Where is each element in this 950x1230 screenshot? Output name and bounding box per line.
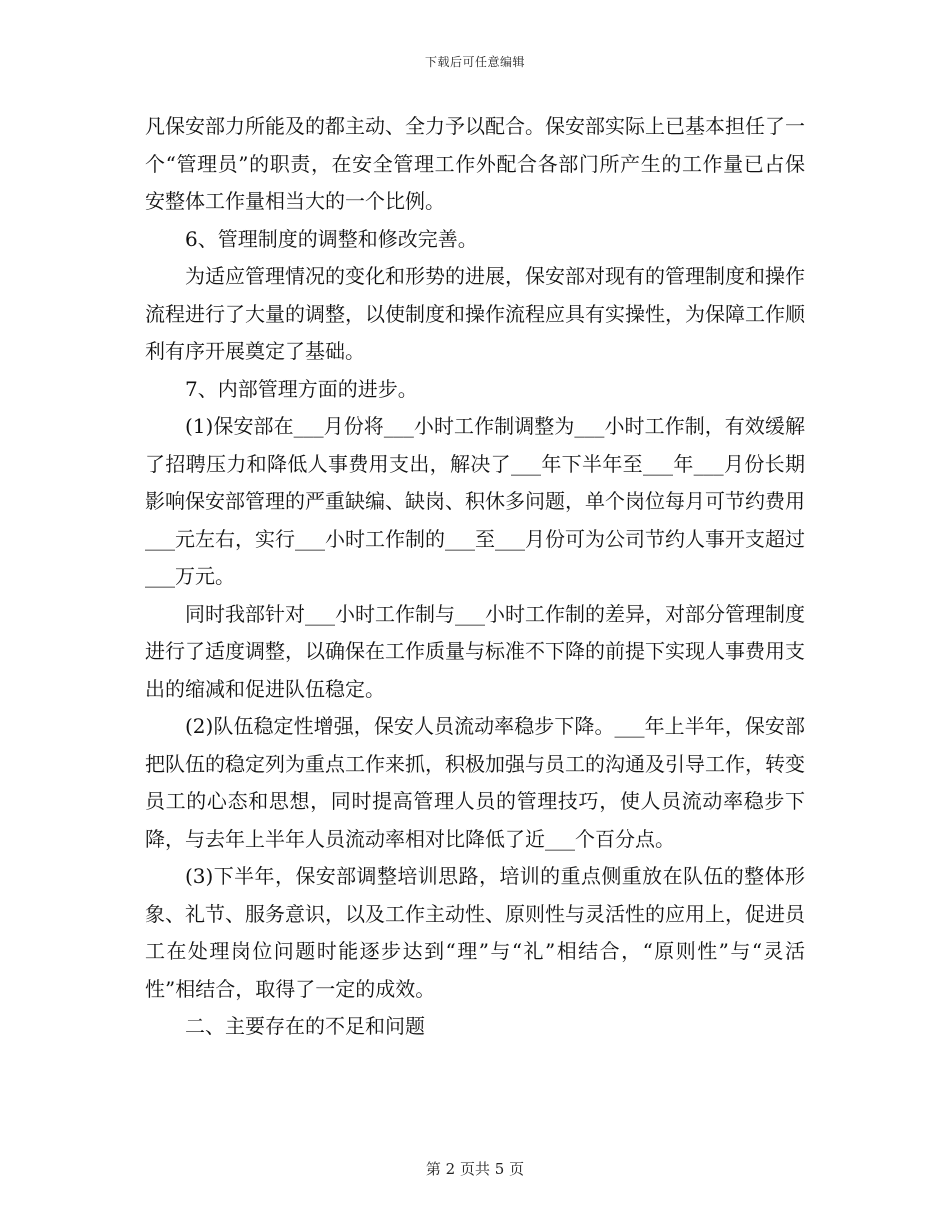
- paragraph-item-3: (3)下半年，保安部调整培训思路，培训的重点侧重放在队伍的整体形象、礼节、服务意识，以及工作主动性、原则性与灵活性的应用上，促进员工在处理岗位问题时能逐步达到“理”与“礼”相结合，“原则性”与“灵活性”相结合，取得了一定的成效。: [145, 864, 805, 1001]
- section-heading-7: 7、内部管理方面的进步。: [185, 376, 418, 401]
- page-footer: 第 2 页共 5 页: [425, 1160, 525, 1178]
- paragraph-item-2: (2)队伍稳定性增强，保安人员流动率稳步下降。___年上半年，保安部把队伍的稳定列为重点工作来抓，积极加强与员工的沟通及引导工作，转变员工的心态和思想，同时提高管理人员的管理技巧，使人员流动率稳步下降，与去年上半年人员流动率相对比降低了近___个百分点。: [145, 714, 805, 851]
- paragraph-item-1: (1)保安部在___月份将___小时工作制调整为___小时工作制，有效缓解了招聘压力和降低人事费用支出，解决了___年下半年至___年___月份长期影响保安部管理的严重缺编、缺岗、积休多问题，单个岗位每月可节约费用___元左右，实行___小时工作制的___至___月份可为公司节约人事开支超过___万元。: [145, 414, 805, 588]
- section-heading-2: 二、主要存在的不足和问题: [185, 1014, 425, 1038]
- paragraph-management-system: 为适应管理情况的变化和形势的进展，保安部对现有的管理制度和操作流程进行了大量的调整，以使制度和操作流程应具有实操性，为保障工作顺利有序开展奠定了基础。: [145, 264, 805, 363]
- paragraph-item-1-followup: 同时我部针对___小时工作制与___小时工作制的差异，对部分管理制度进行了适度调整，以确保在工作质量与标准不下降的前提下实现人事费用支出的缩减和促进队伍稳定。: [145, 601, 805, 701]
- page-header: 下载后可任意编辑: [424, 55, 525, 69]
- section-heading-6: 6、管理制度的调整和修改完善。: [185, 226, 478, 251]
- document-body: [145, 108, 805, 1046]
- paragraph-continuation: 凡保安部力所能及的都主动、全力予以配合。保安部实际上已基本担任了一个“管理员”的职责，在安全管理工作外配合各部门所产生的工作量已占保安整体工作量相当大的一个比例。: [145, 114, 805, 213]
